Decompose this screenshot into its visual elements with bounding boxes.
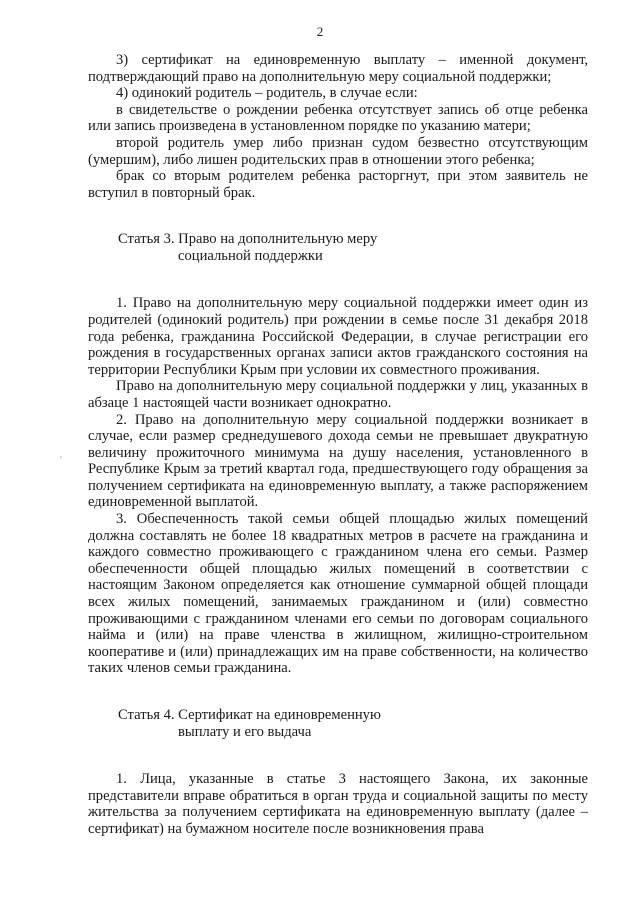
article-4-title-line1: Статья 4. Сертификат на единовременную (118, 707, 381, 723)
definition-paragraph: 3) сертификат на единовременную выплату – именной документ, подтверждающий право на дополнительную меру социальной поддержки; (88, 52, 588, 85)
definition-paragraph: 4) одинокий родитель – родитель, в случае если: (116, 85, 418, 102)
article-3-paragraph: Право на дополнительную меру социальной поддержки у лиц, указанных в абзаце 1 настоящей части возникает однократно. (88, 378, 588, 411)
article-3-paragraph: 1. Право на дополнительную меру социальной поддержки имеет один из родителей (одинокий родитель) при рождении в семье после 31 декабря 2018 года ребенка, гражданина Российской Федерации, в случае регистрации его рождения в государственных органах записи актов гражданского состояния на территории Республики Крым при условии их совместного проживания. (88, 295, 588, 378)
article-3-paragraph: 3. Обеспеченность такой семьи общей площадью жилых помещений должна составлять не более 18 квадратных метров в расчете на гражданина и каждого совместно проживающего с гражданином члена его семьи. Размер обеспеченности общей площадью жилых помещений в соответствии с настоящим Законом определяется как отношение суммарной общей площади всех жилых помещений, занимаемых гражданином и (или) совместно проживающими с гражданином членами его семьи по договорам социального найма и (или) на праве членства в жилищном, жилищно-строительном кооперативе и (или) принадлежащих им на праве собственности, на количество таких членов семьи гражданина. (88, 511, 588, 677)
article-3-title-line1: Статья 3. Право на дополнительную меру (118, 231, 378, 248)
article-4-title-line2: выплату и его выдача (178, 724, 312, 740)
definition-paragraph: брак со вторым родителем ребенка расторгнут, при этом заявитель не вступил в повторный брак. (88, 168, 588, 201)
page-number: 2 (316, 24, 324, 39)
article-4-paragraph: 1. Лица, указанные в статье 3 настоящего Закона, их законные представители вправе обратиться в орган труда и социальной защиты по месту жительства за получением сертификата на единовременную выплату (далее – сертификат) на бумажном носителе после возникновения права (88, 771, 588, 837)
document-body (88, 52, 588, 837)
definition-paragraph: в свидетельстве о рождении ребенка отсутствует запись об отце ребенка или запись произведена в установленном порядке по указанию матери; (88, 101, 588, 135)
article-4-heading (88, 707, 588, 741)
margin-mark: ' (60, 455, 62, 466)
article-3-paragraph: 2. Право на дополнительную меру социальной поддержки возникает в случае, если размер среднедушевого дохода семьи не превышает двукратную величину прожиточного минимума на душу населения, установленного в Республике Крым за третий квартал года, предшествующего году обращения за получением сертификата на единовременную выплату, а также распоряжением единовременной выплатой. (88, 411, 588, 511)
definition-paragraph: второй родитель умер либо признан судом безвестно отсутствующим (умершим), либо лишен родительских прав в отношении этого ребенка; (88, 134, 588, 168)
article-3-title-line2: социальной поддержки (178, 248, 323, 265)
article-3-heading (88, 231, 588, 265)
